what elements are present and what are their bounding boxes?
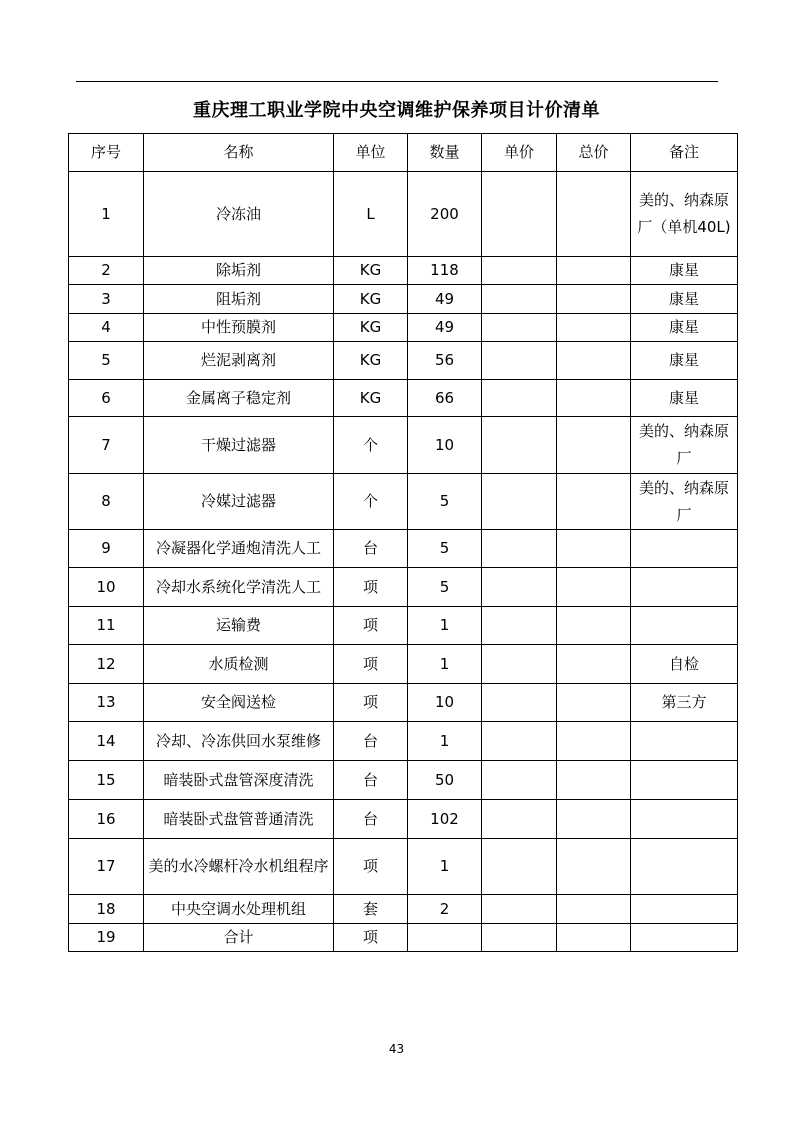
cell-remark [631,924,738,952]
cell-unit-price [482,684,557,722]
cell-index: 6 [69,380,144,417]
cell-unit: KG [334,314,408,342]
cell-remark [631,761,738,800]
cell-total-price [557,684,631,722]
cell-index: 2 [69,257,144,285]
cell-unit-price [482,285,557,314]
cell-total-price [557,895,631,924]
cell-name: 阻垢剂 [144,285,334,314]
cell-unit-price [482,839,557,895]
cell-remark [631,530,738,568]
cell-index: 11 [69,607,144,645]
cell-name: 冷却、冷冻供回水泵维修 [144,722,334,761]
cell-unit: 项 [334,684,408,722]
cell-unit-price [482,342,557,380]
cell-remark [631,839,738,895]
cell-name: 暗装卧式盘管深度清洗 [144,761,334,800]
cell-quantity: 102 [408,800,482,839]
cell-unit: 套 [334,895,408,924]
cell-total-price [557,839,631,895]
cell-remark: 自检 [631,645,738,684]
cell-index: 7 [69,417,144,474]
cell-total-price [557,722,631,761]
cell-name: 冷凝器化学通炮清洗人工 [144,530,334,568]
table-row [69,722,738,761]
cell-total-price [557,800,631,839]
cell-index: 12 [69,645,144,684]
cell-index: 3 [69,285,144,314]
cell-quantity: 200 [408,172,482,257]
cell-remark: 康星 [631,314,738,342]
cell-unit: 项 [334,607,408,645]
column-header: 数量 [408,134,482,172]
cell-quantity: 5 [408,474,482,530]
cell-remark [631,895,738,924]
cell-unit-price [482,314,557,342]
cell-unit-price [482,800,557,839]
cell-name: 冷冻油 [144,172,334,257]
table-row [69,895,738,924]
cell-name: 烂泥剥离剂 [144,342,334,380]
cell-name: 水质检测 [144,645,334,684]
page-number: 43 [388,1042,405,1056]
cell-remark: 美的、纳森原厂 [631,474,738,530]
cell-quantity: 50 [408,761,482,800]
table-row [69,474,738,530]
cell-total-price [557,172,631,257]
table-row [69,172,738,257]
cell-quantity: 66 [408,380,482,417]
cell-total-price [557,417,631,474]
cell-total-price [557,607,631,645]
cell-quantity: 5 [408,530,482,568]
table-row [69,530,738,568]
cell-index: 1 [69,172,144,257]
cell-unit: 个 [334,474,408,530]
cell-name: 美的水冷螺杆冷水机组程序 [144,839,334,895]
table-row [69,684,738,722]
cell-unit: KG [334,380,408,417]
cell-unit: 项 [334,645,408,684]
cell-total-price [557,342,631,380]
cell-quantity: 1 [408,607,482,645]
cell-remark: 美的、纳森原厂 [631,417,738,474]
cell-total-price [557,645,631,684]
table-row [69,417,738,474]
column-header: 备注 [631,134,738,172]
table-row [69,380,738,417]
cell-name: 运输费 [144,607,334,645]
cell-quantity: 49 [408,314,482,342]
cell-index: 16 [69,800,144,839]
table-row [69,257,738,285]
cell-quantity: 118 [408,257,482,285]
cell-index: 18 [69,895,144,924]
cell-total-price [557,285,631,314]
cell-index: 15 [69,761,144,800]
cell-name: 干燥过滤器 [144,417,334,474]
cell-total-price [557,568,631,607]
cell-name: 冷媒过滤器 [144,474,334,530]
price-list-table [68,133,738,952]
cell-index: 17 [69,839,144,895]
cell-name: 中性预膜剂 [144,314,334,342]
cell-index: 8 [69,474,144,530]
cell-unit: 项 [334,924,408,952]
cell-unit: 项 [334,568,408,607]
cell-index: 19 [69,924,144,952]
cell-total-price [557,761,631,800]
table-row [69,568,738,607]
cell-unit: KG [334,257,408,285]
cell-index: 14 [69,722,144,761]
cell-unit-price [482,417,557,474]
cell-name: 安全阀送检 [144,684,334,722]
cell-quantity [408,924,482,952]
document-title: 重庆理工职业学院中央空调维护保养项目计价清单 [193,100,600,121]
cell-total-price [557,924,631,952]
cell-quantity: 10 [408,684,482,722]
column-header: 名称 [144,134,334,172]
cell-remark [631,607,738,645]
cell-unit-price [482,607,557,645]
cell-index: 9 [69,530,144,568]
table-row [69,607,738,645]
cell-quantity: 49 [408,285,482,314]
cell-name: 金属离子稳定剂 [144,380,334,417]
cell-unit: KG [334,285,408,314]
header-row [69,134,738,172]
cell-unit-price [482,761,557,800]
column-header: 总价 [557,134,631,172]
table-row [69,800,738,839]
cell-unit: 台 [334,761,408,800]
cell-unit: 个 [334,417,408,474]
cell-unit: 台 [334,722,408,761]
cell-remark: 康星 [631,257,738,285]
header-rule [76,81,718,82]
cell-remark: 美的、纳森原厂（单机40L) [631,172,738,257]
cell-unit-price [482,172,557,257]
cell-name: 合计 [144,924,334,952]
cell-unit: 台 [334,800,408,839]
cell-total-price [557,380,631,417]
cell-name: 冷却水系统化学清洗人工 [144,568,334,607]
cell-quantity: 1 [408,722,482,761]
cell-unit: 项 [334,839,408,895]
cell-total-price [557,530,631,568]
table-row [69,342,738,380]
cell-unit: L [334,172,408,257]
cell-unit: KG [334,342,408,380]
cell-unit-price [482,474,557,530]
column-header: 单位 [334,134,408,172]
cell-remark: 康星 [631,342,738,380]
cell-unit-price [482,380,557,417]
cell-unit-price [482,645,557,684]
table-row [69,761,738,800]
cell-quantity: 1 [408,839,482,895]
cell-total-price [557,257,631,285]
cell-name: 中央空调水处理机组 [144,895,334,924]
table-row [69,285,738,314]
column-header: 单价 [482,134,557,172]
cell-unit-price [482,257,557,285]
cell-unit-price [482,568,557,607]
cell-remark: 康星 [631,285,738,314]
cell-index: 5 [69,342,144,380]
cell-index: 13 [69,684,144,722]
cell-unit-price [482,924,557,952]
cell-quantity: 56 [408,342,482,380]
cell-unit-price [482,530,557,568]
cell-index: 4 [69,314,144,342]
cell-remark [631,722,738,761]
cell-quantity: 5 [408,568,482,607]
cell-total-price [557,314,631,342]
cell-remark [631,800,738,839]
table-row [69,314,738,342]
cell-index: 10 [69,568,144,607]
cell-total-price [557,474,631,530]
cell-remark [631,568,738,607]
cell-unit-price [482,895,557,924]
cell-remark: 康星 [631,380,738,417]
table-row [69,839,738,895]
cell-name: 除垢剂 [144,257,334,285]
column-header: 序号 [69,134,144,172]
cell-unit-price [482,722,557,761]
cell-quantity: 1 [408,645,482,684]
cell-remark: 第三方 [631,684,738,722]
cell-name: 暗装卧式盘管普通清洗 [144,800,334,839]
cell-quantity: 10 [408,417,482,474]
table-row [69,645,738,684]
cell-quantity: 2 [408,895,482,924]
cell-unit: 台 [334,530,408,568]
table-row [69,924,738,952]
